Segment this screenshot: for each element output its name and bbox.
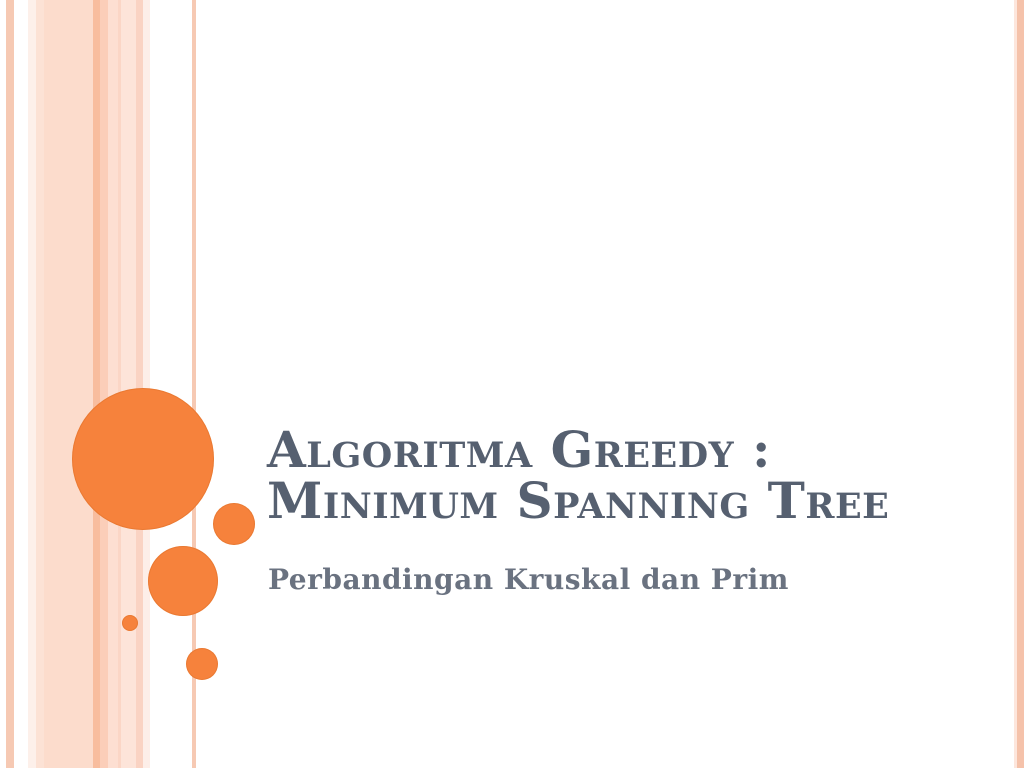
slide-title [267, 420, 939, 530]
accent-circle-small-lower [186, 648, 218, 680]
accent-circle-xlarge [72, 388, 214, 530]
accent-circle-tiny [122, 615, 138, 631]
right-edge-stripe-decoration [1014, 0, 1024, 768]
accent-circle-small-upper [213, 503, 255, 545]
accent-circle-medium [148, 546, 218, 616]
slide-title-line-2: Minimum Spanning Tree [267, 471, 890, 530]
slide-subtitle: Perbandingan Kruskal dan Prim [268, 563, 789, 596]
slide-title-line-1: Algoritma Greedy : [267, 420, 771, 479]
left-stripes-decoration [0, 0, 200, 768]
